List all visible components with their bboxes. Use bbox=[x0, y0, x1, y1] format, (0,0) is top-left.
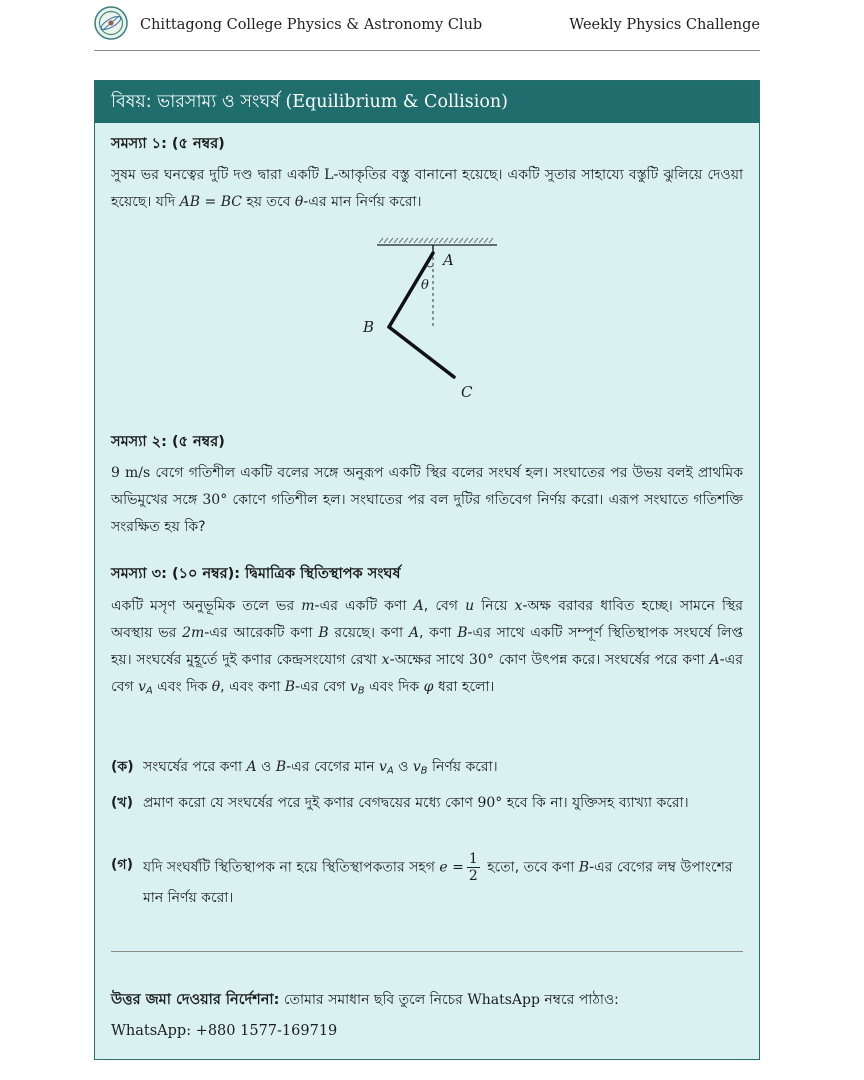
question-ka-label: (ক) bbox=[111, 759, 134, 775]
problem-card bbox=[94, 80, 760, 1060]
l-shape-figure bbox=[357, 235, 507, 405]
submission-instructions: উত্তর জমা দেওয়ার নির্দেশনা: তোমার সমাধান ছবি তুলে নিচের WhatsApp নম্বরে পাঠাও: bbox=[111, 992, 619, 1008]
topic-en: (Equilibrium & Collision) bbox=[285, 92, 508, 112]
problem-2-title: সমস্যা ২: (৫ নম্বর) bbox=[111, 434, 225, 450]
fraction-half: $\frac{1}{2}$ bbox=[468, 851, 478, 884]
club-name: Chittagong College Physics & Astronomy Club bbox=[140, 17, 483, 33]
problem-1-title: সমস্যা ১: (৫ নম্বর) bbox=[111, 136, 225, 152]
question-ga: (গ) যদি সংঘর্ষটি স্থিতিস্থাপক না হয়ে স্থিতিস্থাপকতার সহগ e = $\frac{1}{2}$ হতো, তবে কণা B-এর বেগের লম্ব উপাংশের মান নির্ণয় করো। bbox=[111, 851, 733, 906]
label-c: C bbox=[461, 383, 473, 401]
topic-header bbox=[95, 81, 759, 123]
instructions-label: উত্তর জমা দেওয়ার নির্দেশনা: bbox=[111, 992, 280, 1008]
question-kha-label: (খ) bbox=[111, 795, 133, 811]
section-divider bbox=[111, 951, 743, 952]
problem-2-text: 9 m/s বেগে গতিশীল একটি বলের সঙ্গে অনুরূপ একটি স্থির বলের সংঘর্ষ হল। সংঘাতের পর উভয় বলই প্রাথমিক অভিমুখের সঙ্গে 30° কোণে গতিশীল হল। সংঘাতের পর বল দুটির গতিবেগ নির্ণয় করো। এরূপ সংঘাতে গতিশক্তি সংরক্ষিত হয় কি? bbox=[111, 465, 743, 535]
label-theta: θ bbox=[421, 278, 429, 293]
label-a: A bbox=[443, 251, 454, 269]
ceiling-hatch bbox=[379, 238, 493, 243]
angle-arc bbox=[426, 265, 433, 267]
question-ga-label: (গ) bbox=[111, 857, 133, 873]
page-header bbox=[94, 0, 760, 51]
question-ka: (ক) সংঘর্ষের পরে কণা A ও B-এর বেগের মান $v_A$ ও $v_B$ নির্ণয় করো। bbox=[111, 753, 743, 785]
problem-3-text: একটি মসৃণ অনুভূমিক তলে ভর m-এর একটি কণা A, বেগ u নিয়ে x-অক্ষ বরাবর ধাবিত হচ্ছে। সামনে স্থির অবস্থায় ভর 2m-এর আরেকটি কণা B রয়েছে। কণা A, কণা B-এর সাথে একটি সম্পূর্ণ স্থিতিস্থাপক সংঘর্ষে লিপ্ত হয়। সংঘর্ষের মুহূর্তে দুই কণার কেন্দ্রসংযোগ রেখা x-অক্ষের সাথে 30° কোণ উৎপন্ন করে। সংঘর্ষের পরে কণা A-এর বেগ $v_A$ এবং দিক θ, এবং কণা B-এর বেগ $v_B$ এবং দিক φ ধরা হলো। bbox=[111, 598, 744, 697]
topic-bn: বিষয়: ভারসাম্য ও সংঘর্ষ bbox=[111, 92, 286, 112]
label-b: B bbox=[363, 318, 375, 336]
problem-2 bbox=[111, 431, 743, 541]
problem-1 bbox=[111, 133, 743, 216]
rod-bc bbox=[389, 327, 454, 377]
whatsapp-number[interactable]: WhatsApp: +880 1577-169719 bbox=[111, 1023, 338, 1039]
problem-3-title: সমস্যা ৩: (১০ নম্বর): দ্বিমাত্রিক স্থিতিস্থাপক সংঘর্ষ bbox=[111, 566, 401, 582]
challenge-title: Weekly Physics Challenge bbox=[569, 17, 760, 33]
question-kha: (খ) প্রমাণ করো যে সংঘর্ষের পরে দুই কণার বেগদ্বয়ের মধ্যে কোণ 90° হবে কি না। যুক্তিসহ ব্যাখ্যা করো। bbox=[111, 789, 743, 817]
club-logo-icon bbox=[94, 6, 128, 40]
problem-1-text: সুষম ভর ঘনত্বের দুটি দণ্ড দ্বারা একটি L-আকৃতির বস্তু বানানো হয়েছে। একটি সুতার সাহায্যে বস্তুটি ঝুলিয়ে দেওয়া হয়েছে। যদি AB = BC হয় তবে θ-এর মান নির্ণয় করো। bbox=[111, 167, 743, 210]
problem-3 bbox=[111, 563, 743, 704]
